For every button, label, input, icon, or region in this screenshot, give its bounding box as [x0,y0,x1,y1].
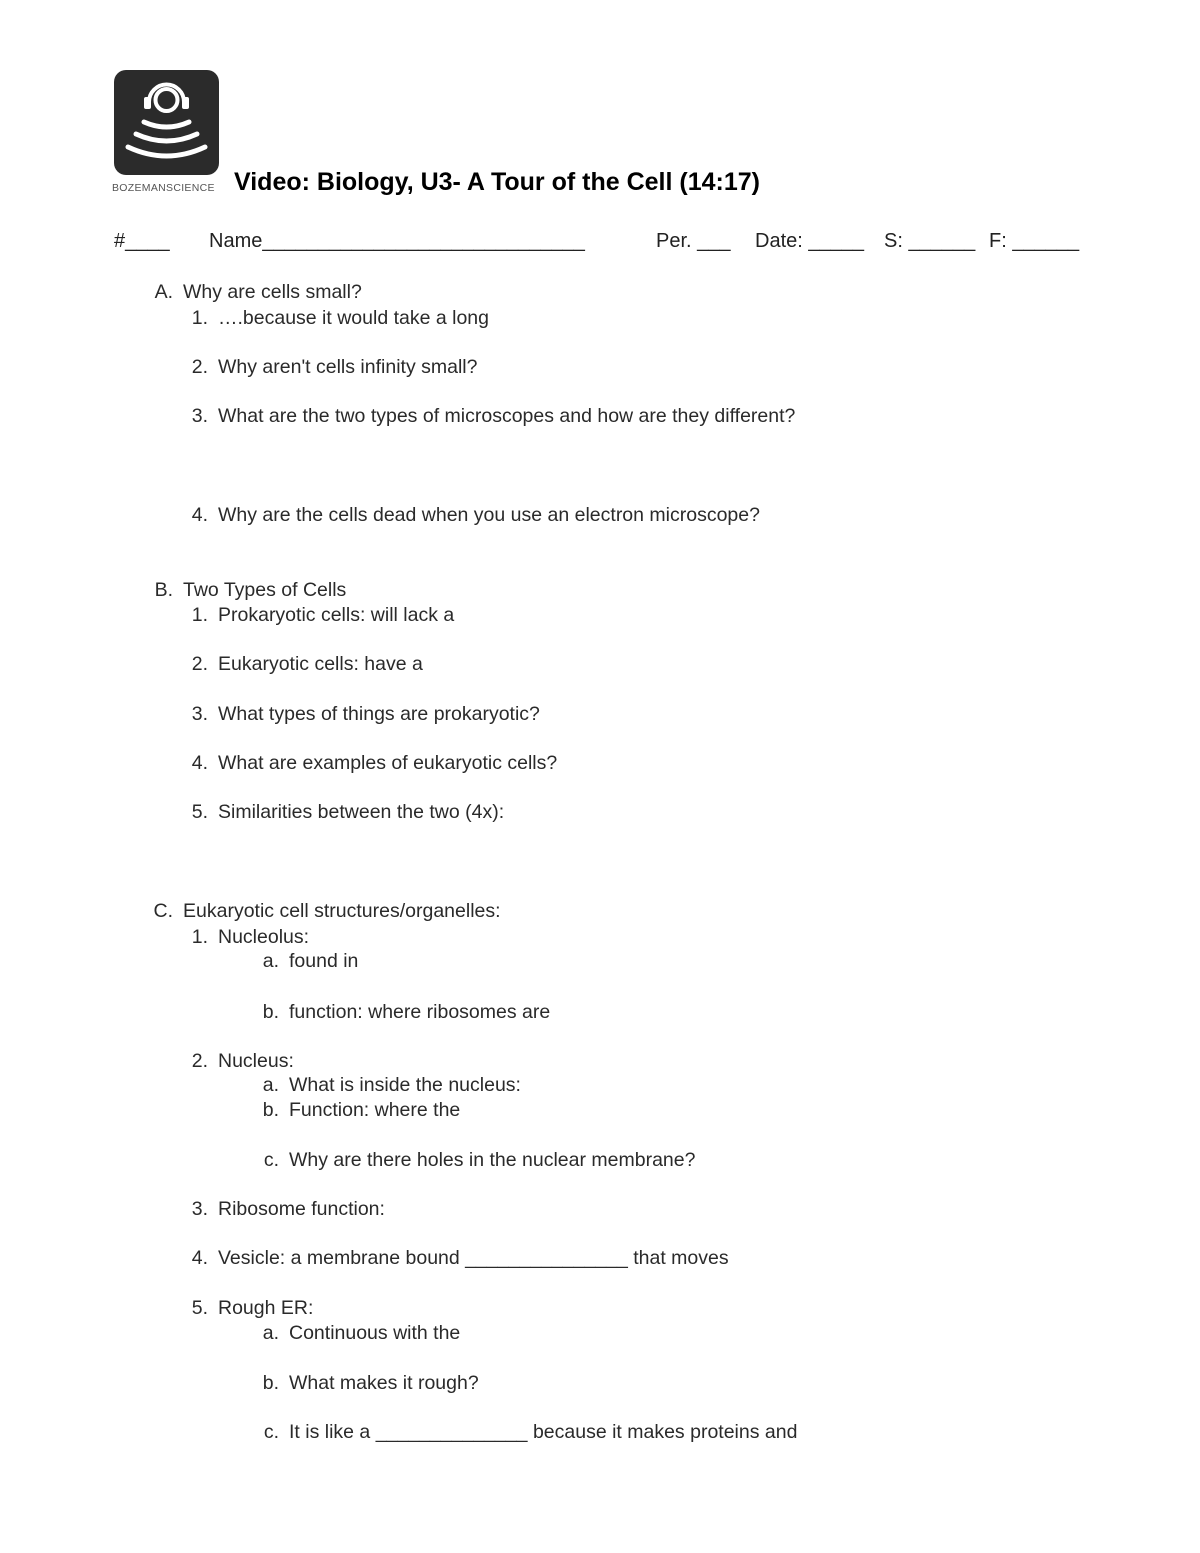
list-item: 3. What types of things are prokaryotic? [191,703,540,725]
period-field[interactable]: Per. ___ [656,230,731,252]
f-field[interactable]: F: ______ [989,230,1080,252]
list-item: 2. Nucleus: [191,1050,294,1072]
list-item: 3. What are the two types of microscopes and how are they different? [191,405,796,427]
list-item: 4. Vesicle: a membrane bound _______________ that moves [191,1247,729,1269]
sub-list-item: a. What is inside the nucleus: [262,1074,521,1096]
s-field[interactable]: S: ______ [884,230,976,252]
sub-list-item: c. Why are there holes in the nuclear membrane? [263,1149,696,1171]
section-b-heading: B. Two Types of Cells [154,579,347,601]
number-field[interactable]: #____ [114,230,170,252]
list-item: 1. Nucleolus: [191,926,310,948]
list-item: 1. ….because it would take a long [191,307,490,329]
name-field[interactable]: Name_____________________________ [209,230,585,252]
logo-label: BOZEMANSCIENCE [112,182,215,194]
list-item: 3. Ribosome function: [191,1198,385,1220]
list-item: 4. What are examples of eukaryotic cells? [191,752,558,774]
sub-list-item: c. It is like a ______________ because it makes proteins and [263,1421,798,1443]
section-a-heading: A. Why are cells small? [154,281,362,303]
sub-list-item: a. found in [262,950,359,972]
page-title: Video: Biology, U3- A Tour of the Cell (14:17) [234,168,760,196]
list-item: 5. Rough ER: [191,1297,314,1319]
list-item: 2. Why aren't cells infinity small? [191,356,478,378]
sub-list-item: b. function: where ribosomes are [262,1001,551,1023]
list-item: 4. Why are the cells dead when you use an electron microscope? [191,504,760,526]
list-item: 1. Prokaryotic cells: will lack a [191,604,455,626]
section-c-heading: C. Eukaryotic cell structures/organelles: [153,900,501,922]
date-field[interactable]: Date: _____ [755,230,864,252]
sub-list-item: b. What makes it rough? [262,1372,479,1394]
sub-list-item: a. Continuous with the [262,1322,461,1344]
bozemanscience-logo-icon [114,70,219,175]
list-item: 2. Eukaryotic cells: have a [191,653,423,675]
sub-list-item: b. Function: where the [262,1099,461,1121]
list-item: 5. Similarities between the two (4x): [191,801,505,823]
